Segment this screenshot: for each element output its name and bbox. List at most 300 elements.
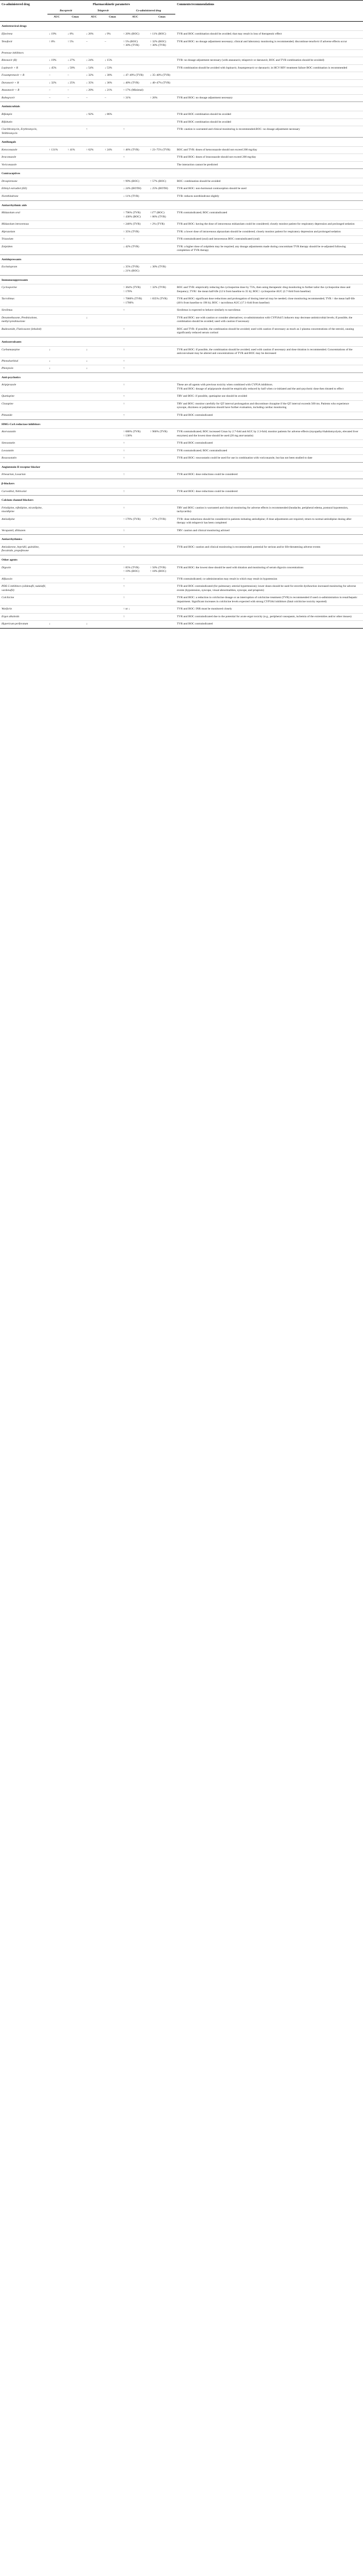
- boceprevir-cmax-cell: ↓ 8%: [66, 30, 85, 38]
- coadmin-cmax-cell: ↑ 835% (TVR): [148, 296, 175, 307]
- table-row: [0, 595, 363, 606]
- table-row: [0, 146, 363, 154]
- telaprevir-auc-cell: ↓: [85, 314, 103, 326]
- boceprevir-cmax-cell: [66, 455, 85, 463]
- boceprevir-cmax-cell: –: [66, 87, 85, 95]
- coadmin-cmax-cell: [148, 400, 175, 412]
- coadmin-cmax-cell: ↑ 11% (BOC): [148, 30, 175, 38]
- telaprevir-cmax-cell: [103, 440, 122, 448]
- boceprevir-cmax-cell: [66, 606, 85, 614]
- telaprevir-auc-cell: [85, 296, 103, 307]
- boceprevir-cmax-cell: [66, 49, 85, 57]
- coadmin-cmax-cell: [148, 118, 175, 126]
- telaprevir-auc-cell: [85, 284, 103, 296]
- coadmin-cmax-cell: [148, 87, 175, 95]
- table-row: [0, 393, 363, 401]
- boceprevir-cmax-cell: [66, 613, 85, 621]
- coadmin-auc-cell: ↑ 35% (TVR): [122, 228, 148, 236]
- boceprevir-cmax-cell: [66, 358, 85, 365]
- drug-name-cell: Digoxin: [0, 564, 47, 575]
- coadmin-auc-cell: ↑: [122, 393, 148, 401]
- boceprevir-auc-cell: [47, 382, 66, 393]
- coadmin-cmax-cell: [148, 382, 175, 393]
- coadmin-cmax-cell: ↑177 (BOC) ↑ 86% (TVR): [148, 210, 175, 221]
- telaprevir-auc-cell: [85, 185, 103, 193]
- header-coadministered: Co-administered drug: [122, 8, 175, 14]
- coadmin-cmax-cell: ↓ 40–47% (TVR): [148, 79, 175, 87]
- boceprevir-auc-cell: [47, 447, 66, 455]
- table-row: [0, 236, 363, 244]
- coadmin-auc-cell: ↑: [122, 583, 148, 595]
- coadmin-cmax-cell: [148, 583, 175, 595]
- coadmin-cmax-cell: [148, 504, 175, 516]
- drug-name-cell: Ketoconazole: [0, 146, 47, 154]
- table-row: [0, 126, 363, 138]
- telaprevir-cmax-cell: [103, 575, 122, 583]
- drug-name-cell: Protease inhibitors: [0, 49, 47, 57]
- telaprevir-auc-cell: [85, 400, 103, 412]
- table-header: [0, 1, 363, 22]
- telaprevir-auc-cell: [85, 118, 103, 126]
- drug-name-cell: Tenofovir: [0, 38, 47, 49]
- telaprevir-auc-cell: [85, 447, 103, 455]
- drug-name-cell: Itraconazole: [0, 154, 47, 162]
- boceprevir-cmax-cell: [66, 178, 85, 185]
- comment-cell: TVR: a lower dose of intravenous alprazolam should be considered; closely monitor patient for respiratory depression and prolonged sedation: [175, 228, 363, 236]
- boceprevir-cmax-cell: ↑ 5%: [66, 38, 85, 49]
- telaprevir-auc-cell: [85, 264, 103, 275]
- drug-name-cell: Midazolam intravenous: [0, 221, 47, 229]
- comment-cell: TVR contraindicated; BOC increased Cmax by 2.7-fold and AUC by 2.3-fold; monitor patients for adverse effects (myopathy/rhabdomyolysis, elevated liver enzymes) and the lowest dose should be used (20 mg atorvastatin): [175, 429, 363, 440]
- comment-cell: TVR: caution is warranted and clinical monitoring is recommended.BOC: no dosage adjustment necessary: [175, 126, 363, 138]
- section-title: Antimicrobials: [0, 102, 363, 111]
- telaprevir-cmax-cell: [103, 221, 122, 229]
- table-row: [0, 178, 363, 185]
- drug-name-cell: Amiodarone, bepridil, quinidine, flecainide, propafenone: [0, 544, 47, 555]
- section-row: [0, 419, 363, 429]
- boceprevir-auc-cell: [47, 296, 66, 307]
- section-title: Contraceptives: [0, 169, 363, 178]
- boceprevir-auc-cell: [47, 154, 66, 162]
- telaprevir-auc-cell: [85, 544, 103, 555]
- drug-name-cell: Felodipine, nifedipine, nicardipine, nisoldipine: [0, 504, 47, 516]
- drug-name-cell: Pimozide: [0, 412, 47, 420]
- telaprevir-cmax-cell: [103, 243, 122, 255]
- boceprevir-cmax-cell: [66, 346, 85, 358]
- telaprevir-auc-cell: [85, 193, 103, 200]
- comment-cell: TVR: reduces norethindrone slightly: [175, 193, 363, 200]
- boceprevir-auc-cell: [47, 504, 66, 516]
- comment-cell: [175, 72, 363, 80]
- table-row: [0, 284, 363, 296]
- comment-cell: [175, 87, 363, 95]
- table-row: [0, 161, 363, 169]
- drug-name-cell: Budesonide, Fluticasone (inhaled): [0, 326, 47, 337]
- section-row: [0, 555, 363, 564]
- comment-cell: TVR and BOC combination should be avoided: [175, 118, 363, 126]
- boceprevir-auc-cell: [47, 236, 66, 244]
- boceprevir-cmax-cell: [66, 221, 85, 229]
- telaprevir-cmax-cell: [103, 412, 122, 420]
- comment-cell: TVR and BOC contraindicated: [175, 621, 363, 629]
- boceprevir-auc-cell: [47, 49, 66, 57]
- boceprevir-cmax-cell: [66, 264, 85, 275]
- comment-cell: TVR and BOC: dose reductions could be considered: [175, 488, 363, 496]
- boceprevir-cmax-cell: [66, 243, 85, 255]
- comment-cell: [175, 358, 363, 365]
- comment-cell: TVR and BOC: if possible, the combination should be avoided; used with caution if necessary and dose titration is recommended. Concentrations of the anticonvulsant may be altered and concentrations of TVR and BOC may be decreased: [175, 346, 363, 358]
- coadmin-auc-cell: [122, 64, 148, 72]
- comment-cell: TVR and BOC: the lowest dose should be used with titration and monitoring of serum digoxin concentrations: [175, 564, 363, 575]
- table-row: [0, 185, 363, 193]
- boceprevir-cmax-cell: [66, 161, 85, 169]
- telaprevir-cmax-cell: [103, 382, 122, 393]
- coadmin-cmax-cell: [148, 455, 175, 463]
- telaprevir-auc-cell: [85, 516, 103, 527]
- telaprevir-cmax-cell: [103, 228, 122, 236]
- table-row: [0, 72, 363, 80]
- coadmin-cmax-cell: [148, 49, 175, 57]
- coadmin-auc-cell: ↑ 364% (TVR) ↑ 170%: [122, 284, 148, 296]
- comment-cell: BOC and TVR: if possible, the combination should be avoided; used with caution if necessary as much as 3 plasma concentrations of the steroid, causing significantly reduced serum cortisol: [175, 326, 363, 337]
- drug-name-cell: Irbesartan, Losartan: [0, 471, 47, 479]
- boceprevir-cmax-cell: [66, 447, 85, 455]
- boceprevir-auc-cell: [47, 193, 66, 200]
- section-title: Calcium channel blockers: [0, 496, 363, 505]
- table-row: [0, 488, 363, 496]
- coadmin-cmax-cell: ↓ 35–40% (TVR): [148, 72, 175, 80]
- drug-name-cell: Carbamazepine: [0, 346, 47, 358]
- boceprevir-auc-cell: [47, 111, 66, 118]
- telaprevir-auc-cell: [85, 210, 103, 221]
- boceprevir-auc-cell: [47, 440, 66, 448]
- boceprevir-cmax-cell: [66, 314, 85, 326]
- section-title: Other agents: [0, 555, 363, 564]
- boceprevir-auc-cell: [47, 326, 66, 337]
- boceprevir-cmax-cell: [66, 429, 85, 440]
- drug-name-cell: Ritonavir (R): [0, 57, 47, 65]
- comment-cell: TVR and BOC contraindicated: [175, 412, 363, 420]
- table-body: [0, 22, 363, 629]
- telaprevir-auc-cell: ↓ 26%: [85, 30, 103, 38]
- comment-cell: Sirolimus is expected to behave similarly to tacrolimus: [175, 307, 363, 315]
- telaprevir-auc-cell: [85, 440, 103, 448]
- boceprevir-auc-cell: [47, 284, 66, 296]
- telaprevir-cmax-cell: [103, 365, 122, 373]
- boceprevir-auc-cell: [47, 516, 66, 527]
- coadmin-cmax-cell: [148, 243, 175, 255]
- telaprevir-auc-cell: [85, 161, 103, 169]
- telaprevir-cmax-cell: [103, 504, 122, 516]
- table-row: [0, 429, 363, 440]
- drug-name-cell: Voriconazole: [0, 161, 47, 169]
- table-row: [0, 606, 363, 614]
- comment-cell: These are all agents with previous toxicity when combined with CYP3A inhibitors. TVR and BOC: dosage of aripiprazole should be empirically reduced by half when co-initiated and the anti-psychotic dose then titrated to effect: [175, 382, 363, 393]
- header-cmax: Cmax: [103, 14, 122, 22]
- boceprevir-cmax-cell: [66, 326, 85, 337]
- boceprevir-cmax-cell: [66, 307, 85, 315]
- boceprevir-auc-cell: [47, 429, 66, 440]
- drug-name-cell: Carvedilol, Nebivolol: [0, 488, 47, 496]
- telaprevir-cmax-cell: [103, 193, 122, 200]
- comment-cell: BOC and TVR: empirically reducing the cyclosporine dose by 75%, then using therapeutic drug monitoring to further tailor the cyclosporine dose and frequency; TVR↑ the mean half-life (12 h from baseline to 35 h); BOC↑ cyclosporine AUC (2.7-fold from baseline): [175, 284, 363, 296]
- coadmin-cmax-cell: [148, 488, 175, 496]
- telaprevir-cmax-cell: [103, 613, 122, 621]
- drug-name-cell: Lopinavir + R: [0, 64, 47, 72]
- coadmin-cmax-cell: [148, 358, 175, 365]
- drug-name-cell: Alprazolam: [0, 228, 47, 236]
- drug-name-cell: Atazanavir + R: [0, 87, 47, 95]
- coadmin-auc-cell: ↑: [122, 365, 148, 373]
- telaprevir-auc-cell: [85, 527, 103, 535]
- comment-cell: TVR and BOC combination should be avoided; that may result in loss of therapeutic effect: [175, 30, 363, 38]
- coadmin-cmax-cell: [148, 393, 175, 401]
- section-title: Anti-psychotics: [0, 372, 363, 382]
- table-row: [0, 111, 363, 118]
- boceprevir-cmax-cell: ↑ 41%: [66, 146, 85, 154]
- boceprevir-auc-cell: [47, 185, 66, 193]
- telaprevir-cmax-cell: –: [103, 38, 122, 49]
- boceprevir-auc-cell: [47, 544, 66, 555]
- coadmin-auc-cell: ↑: [122, 412, 148, 420]
- drug-name-cell: Lovastatin: [0, 447, 47, 455]
- boceprevir-auc-cell: [47, 178, 66, 185]
- drug-name-cell: Atorvastatin: [0, 429, 47, 440]
- boceprevir-cmax-cell: [66, 400, 85, 412]
- section-row: [0, 169, 363, 178]
- coadmin-cmax-cell: [148, 544, 175, 555]
- telaprevir-cmax-cell: ↓ 21%: [103, 87, 122, 95]
- coadmin-cmax-cell: [148, 621, 175, 629]
- coadmin-cmax-cell: [148, 575, 175, 583]
- boceprevir-auc-cell: [47, 613, 66, 621]
- boceprevir-cmax-cell: [66, 228, 85, 236]
- comment-cell: TVR: a higher dose of zolpidem may be required; any dosage adjustments made during concomitant TVR therapy should be re-adjusted following completion of TVR therapy: [175, 243, 363, 255]
- boceprevir-auc-cell: [47, 243, 66, 255]
- telaprevir-cmax-cell: ↑ 24%: [103, 146, 122, 154]
- boceprevir-auc-cell: ↑ 8%: [47, 38, 66, 49]
- telaprevir-auc-cell: –: [85, 38, 103, 49]
- table-row: [0, 264, 363, 275]
- coadmin-auc-cell: ↑: [122, 326, 148, 337]
- telaprevir-cmax-cell: [103, 393, 122, 401]
- telaprevir-auc-cell: [85, 471, 103, 479]
- coadmin-auc-cell: ↑ or ↓: [122, 606, 148, 614]
- drug-name-cell: Triazolam: [0, 236, 47, 244]
- table-row: [0, 382, 363, 393]
- comment-cell: TRV and BOC: caution is warranted and clinical monitoring for adverse effects is recommended (headache, peripheral edema, postural hypotension, tachycardia): [175, 504, 363, 516]
- section-row: [0, 255, 363, 264]
- coadmin-auc-cell: ↑ 240% (TVR): [122, 221, 148, 229]
- telaprevir-auc-cell: [85, 228, 103, 236]
- drug-name-cell: Rosuvastatin: [0, 455, 47, 463]
- coadmin-cmax-cell: [148, 595, 175, 606]
- coadmin-auc-cell: ↑: [122, 488, 148, 496]
- header-comments: Comments/recommendations: [175, 1, 363, 8]
- boceprevir-auc-cell: ↓: [47, 365, 66, 373]
- telaprevir-cmax-cell: [103, 210, 122, 221]
- boceprevir-cmax-cell: [66, 284, 85, 296]
- coadmin-cmax-cell: ↑ 27% (TVR): [148, 516, 175, 527]
- coadmin-cmax-cell: ↑ 50% (TVR) ↑ 18% (BOC): [148, 564, 175, 575]
- coadmin-auc-cell: ↑ 796% (TVR) ↑ 430% (BOC): [122, 210, 148, 221]
- telaprevir-cmax-cell: [103, 527, 122, 535]
- coadmin-cmax-cell: ↑ 23–75% (TVR): [148, 146, 175, 154]
- telaprevir-cmax-cell: [103, 154, 122, 162]
- telaprevir-auc-cell: ↓: [85, 365, 103, 373]
- coadmin-cmax-cell: [148, 606, 175, 614]
- coadmin-cmax-cell: [148, 365, 175, 373]
- drug-name-cell: PDE-5 inhibitors (sildenafil, tadalafil, vardenafil): [0, 583, 47, 595]
- telaprevir-auc-cell: [85, 504, 103, 516]
- boceprevir-auc-cell: [47, 527, 66, 535]
- comment-cell: TVR and BOC: dose reductions could be considered: [175, 471, 363, 479]
- telaprevir-cmax-cell: [103, 118, 122, 126]
- table-row: [0, 38, 363, 49]
- drug-name-cell: Dexamethasone, Prednisolone, methyl-prednisolone: [0, 314, 47, 326]
- comment-cell: TVR and BOC contraindicated (for pulmonary arterial hypertension); lower doses should be used for erectile dysfunction increased monitoring for adverse events (hypotension, syncope, visual abnormalities, syncope, and priapism): [175, 583, 363, 595]
- drug-name-cell: Midazolam oral: [0, 210, 47, 221]
- drug-name-cell: Efavirenz: [0, 30, 47, 38]
- telaprevir-auc-cell: [85, 583, 103, 595]
- drug-name-cell: Escitalopram: [0, 264, 47, 275]
- comment-cell: TVR and BOC: significant dose reductions and prolongation of dosing interval may be needed; close monitoring recommended; TVR ↑ the mean half-life (40 h from baseline to 196 h); BOC ↑ tacrolimus AUC (17.1-fold from baseline): [175, 296, 363, 307]
- header-drug: Co-administered drug: [0, 1, 47, 8]
- telaprevir-auc-cell: [85, 412, 103, 420]
- boceprevir-auc-cell: ↓ 45%: [47, 64, 66, 72]
- boceprevir-cmax-cell: –: [66, 72, 85, 80]
- drug-name-cell: Phenytoin: [0, 365, 47, 373]
- telaprevir-auc-cell: ↓ 92%: [85, 111, 103, 118]
- telaprevir-auc-cell: [85, 429, 103, 440]
- telaprevir-cmax-cell: [103, 236, 122, 244]
- drug-name-cell: Norethindrone: [0, 193, 47, 200]
- boceprevir-auc-cell: –: [47, 72, 66, 80]
- comment-cell: TVR and BOC: no dosage adjustment necessary; clinical and laboratory monitoring is recommended; discontinue tenofovir if adverse effects occur: [175, 38, 363, 49]
- coadmin-cmax-cell: ↓ 30% (TVR): [148, 264, 175, 275]
- section-row: [0, 496, 363, 505]
- coadmin-auc-cell: ↑ 99% (BOC): [122, 178, 148, 185]
- coadmin-auc-cell: ↑: [122, 575, 148, 583]
- coadmin-auc-cell: ↑ 85% (TVR) ↑ 19% (BOC): [122, 564, 148, 575]
- comment-cell: TVR: no dosage adjustment necessary (with atazanavir, telaprevir or darunavir, BOC and TVR combination should be avoided): [175, 57, 363, 65]
- table-row: [0, 365, 363, 373]
- boceprevir-cmax-cell: [66, 575, 85, 583]
- comment-cell: TVR and BOC: a reduction in colchicine dosage or an interruption of colchicine treatment (TVR) is recommended if used co-administration in renal/hepatic impairment. Significant increases in colchicine levels expected with strong CYP3A4 inhibitors (fatal colchicine toxicity reported): [175, 595, 363, 606]
- boceprevir-cmax-cell: [66, 488, 85, 496]
- boceprevir-auc-cell: [47, 264, 66, 275]
- boceprevir-cmax-cell: [66, 544, 85, 555]
- coadmin-auc-cell: ↓ 24% (BOTH): [122, 185, 148, 193]
- header-auc: AUC: [85, 14, 103, 22]
- coadmin-cmax-cell: [148, 471, 175, 479]
- telaprevir-cmax-cell: [103, 471, 122, 479]
- coadmin-cmax-cell: [148, 307, 175, 315]
- boceprevir-auc-cell: [47, 118, 66, 126]
- boceprevir-auc-cell: –: [47, 87, 66, 95]
- telaprevir-auc-cell: [85, 575, 103, 583]
- section-title: Antiarrhythmics: [0, 535, 363, 544]
- boceprevir-cmax-cell: [66, 296, 85, 307]
- telaprevir-cmax-cell: [103, 583, 122, 595]
- table-row: [0, 87, 363, 95]
- boceprevir-auc-cell: [47, 412, 66, 420]
- telaprevir-auc-cell: –: [85, 94, 103, 102]
- coadmin-auc-cell: ↑ 5% (BOC) ↑ 30% (TVR): [122, 38, 148, 49]
- drug-name-cell: Ethinyl estradiol (EE): [0, 185, 47, 193]
- drug-name-cell: Darunavir + R: [0, 79, 47, 87]
- section-title: Angiotensin II receptor blocker: [0, 462, 363, 471]
- telaprevir-auc-cell: [85, 393, 103, 401]
- coadmin-cmax-cell: ↑ 57% (BOC): [148, 178, 175, 185]
- boceprevir-auc-cell: [47, 471, 66, 479]
- coadmin-auc-cell: [122, 118, 148, 126]
- section-title: HMG-CoA reductase inhibitors: [0, 419, 363, 429]
- coadmin-auc-cell: ↑: [122, 455, 148, 463]
- telaprevir-cmax-cell: [103, 178, 122, 185]
- telaprevir-auc-cell: ↑ 62%: [85, 146, 103, 154]
- telaprevir-auc-cell: ↓ 32%: [85, 72, 103, 80]
- boceprevir-auc-cell: [47, 314, 66, 326]
- table-row: [0, 471, 363, 479]
- telaprevir-cmax-cell: [103, 314, 122, 326]
- header-auc: AUC: [47, 14, 66, 22]
- drug-name-cell: Clarithromycin, Erythromycin, Telithromycin: [0, 126, 47, 138]
- coadmin-cmax-cell: [148, 126, 175, 138]
- coadmin-auc-cell: [122, 314, 148, 326]
- telaprevir-cmax-cell: [103, 400, 122, 412]
- coadmin-cmax-cell: [148, 613, 175, 621]
- boceprevir-auc-cell: [47, 595, 66, 606]
- telaprevir-cmax-cell: ↓ 53%: [103, 64, 122, 72]
- section-row: [0, 22, 363, 31]
- coadmin-auc-cell: [122, 49, 148, 57]
- telaprevir-cmax-cell: [103, 429, 122, 440]
- table-row: [0, 49, 363, 57]
- boceprevir-cmax-cell: [66, 185, 85, 193]
- boceprevir-cmax-cell: [66, 595, 85, 606]
- telaprevir-auc-cell: [85, 154, 103, 162]
- section-row: [0, 479, 363, 488]
- table-row: [0, 583, 363, 595]
- coadmin-auc-cell: ↓ 40% (TVR): [122, 79, 148, 87]
- table-row: [0, 64, 363, 72]
- telaprevir-cmax-cell: –: [103, 94, 122, 102]
- coadmin-cmax-cell: ↑ 960% (TVR): [148, 429, 175, 440]
- coadmin-auc-cell: ↑: [122, 544, 148, 555]
- comment-cell: TVR and BOC: use with caution or consider alternatives; co-administration with CYP3A4/5 inducers may decrease antimicrobial levels; if possible, the combination should be avoided; used with caution if necessary: [175, 314, 363, 326]
- boceprevir-auc-cell: [47, 488, 66, 496]
- boceprevir-cmax-cell: [66, 583, 85, 595]
- drug-name-cell: Aripiprazole: [0, 382, 47, 393]
- coadmin-auc-cell: ↑: [122, 447, 148, 455]
- drug-name-cell: Colchicine: [0, 595, 47, 606]
- telaprevir-cmax-cell: [103, 346, 122, 358]
- table-row: [0, 621, 363, 629]
- comment-cell: TVR and BOC: non-hormonal contraception should be used: [175, 185, 363, 193]
- table-row: [0, 412, 363, 420]
- telaprevir-auc-cell: [85, 49, 103, 57]
- comment-cell: [175, 79, 363, 87]
- boceprevir-cmax-cell: [66, 210, 85, 221]
- boceprevir-cmax-cell: [66, 111, 85, 118]
- comment-cell: TVR and BOC contraindicated: [175, 440, 363, 448]
- comment-cell: TVR contraindicated; BOC contraindicated: [175, 210, 363, 221]
- table-row: [0, 326, 363, 337]
- table-row: [0, 210, 363, 221]
- coadmin-auc-cell: ↑: [122, 154, 148, 162]
- telaprevir-auc-cell: ↓: [85, 346, 103, 358]
